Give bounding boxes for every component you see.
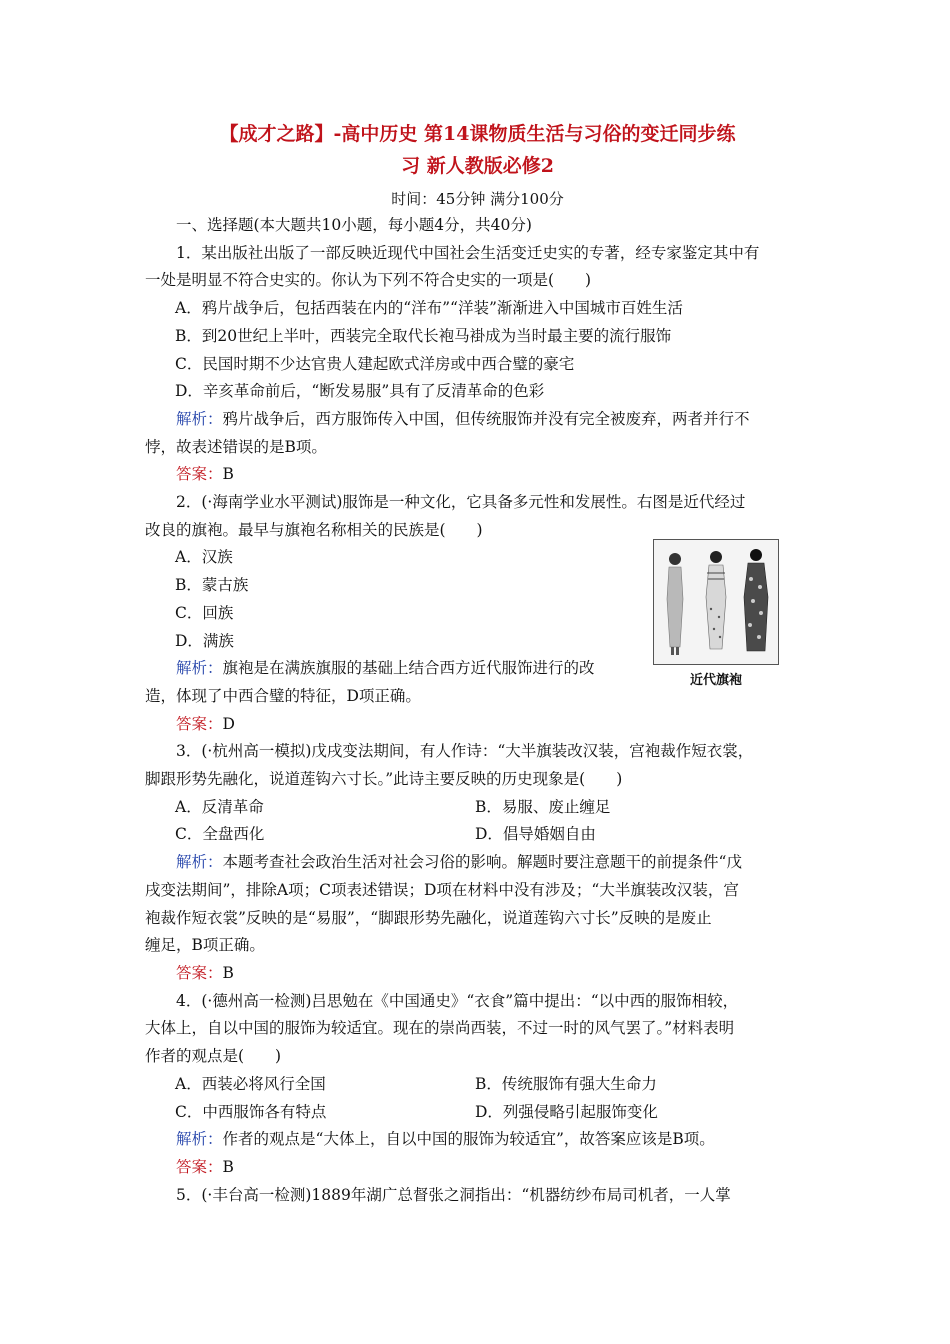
- title-line-2: 习 新人教版必修2: [401, 155, 554, 177]
- qipao-image: [653, 539, 779, 665]
- q1-explanation-line2: 悖，故表述错误的是B项。: [145, 437, 327, 456]
- q2-option-d: D．满族: [175, 631, 234, 650]
- q4-options-row1: [145, 1071, 810, 1099]
- q4-stem-line3: 作者的观点是( ): [145, 1047, 282, 1066]
- q2-explanation-line2: 造，体现了中西合璧的特征，D项正确。: [145, 686, 421, 705]
- title-line-1: 【成才之路】-高中历史 第14课物质生活与习俗的变迁同步练: [219, 123, 736, 145]
- q4-option-c: C．中西服饰各有特点: [175, 1102, 327, 1121]
- q2-option-c: C．回族: [175, 603, 234, 622]
- answer-label: 答案：: [176, 963, 223, 982]
- q3-stem-line2: 脚跟形势先融化，说道莲钩六寸长。”此诗主要反映的历史现象是( ): [145, 770, 623, 789]
- q3-option-d: D．倡导婚姻自由: [475, 825, 596, 844]
- qipao-figure-2: [706, 551, 726, 649]
- q1-answer: 答案：B: [176, 465, 234, 484]
- q2-option-b: B．蒙古族: [175, 576, 249, 595]
- q3-answer: 答案：B: [176, 963, 234, 982]
- answer-label: 答案：: [176, 714, 223, 733]
- q1-option-b: B．到20世纪上半叶，西装完全取代长袍马褂成为当时最主要的流行服饰: [175, 326, 672, 345]
- explanation-label: 解析：: [176, 409, 223, 428]
- q2-answer: 答案：D: [176, 714, 235, 733]
- q1-explanation: 解析：鸦片战争后，西方服饰传入中国，但传统服饰并没有完全被废弃，两者并行不: [176, 409, 750, 428]
- q4-option-a: A．西装必将风行全国: [175, 1074, 326, 1093]
- q3-option-c: C．全盘西化: [175, 825, 265, 844]
- q1-option-d: D．辛亥革命前后，“断发易服”具有了反清革命的色彩: [175, 382, 545, 401]
- q4-stem-line1: 4．(·德州高一检测)吕思勉在《中国通史》“衣食”篇中提出：“以中西的服饰相较，: [176, 991, 739, 1010]
- q1-stem-line1: 1．某出版社出版了一部反映近现代中国社会生活变迁史实的专著，经专家鉴定其中有: [176, 243, 760, 262]
- q3-explanation-line3: 袍裁作短衣裳”反映的是“易服”，“脚跟形势先融化，说道莲钩六寸长”反映的是废止: [145, 908, 712, 927]
- q3-options-row2: [145, 821, 810, 849]
- q1-option-a: A．鸦片战争后，包括西装在内的“洋布”“洋装”渐渐进入中国城市百姓生活: [175, 299, 683, 318]
- q2-option-a: A．汉族: [175, 548, 233, 567]
- answer-label: 答案：: [176, 1157, 223, 1176]
- q3-explanation-line2: 戌变法期间”，排除A项；C项表述错误；D项在材料中没有涉及；“大半旗装改汉装，宫: [145, 880, 739, 899]
- document-page: [145, 118, 810, 1209]
- q1-stem-line2: 一处是明显不符合史实的。你认为下列不符合史实的一项是( ): [145, 271, 592, 290]
- q4-answer: 答案：B: [176, 1157, 234, 1176]
- q3-explanation: 解析：本题考查社会政治生活对社会习俗的影响。解题时要注意题干的前提条件“戊: [176, 853, 742, 872]
- q4-option-d: D．列强侵略引起服饰变化: [475, 1102, 658, 1121]
- q2-stem-line2: 改良的旗袍。最早与旗袍名称相关的民族是( ): [145, 520, 483, 539]
- q2-explanation: 解析：旗袍是在满族旗服的基础上结合西方近代服饰进行的改: [176, 659, 595, 678]
- q3-option-a: A．反清革命: [175, 797, 264, 816]
- qipao-figure: [651, 539, 781, 688]
- time-and-score: 时间：45分钟 满分100分: [391, 190, 564, 208]
- answer-label: 答案：: [176, 465, 223, 484]
- explanation-label: 解析：: [176, 853, 223, 872]
- q4-option-b: B．传统服饰有强大生命力: [475, 1074, 657, 1093]
- explanation-label: 解析：: [176, 1130, 223, 1149]
- q5-stem-line1: 5．(·丰台高一检测)1889年湖广总督张之洞指出：“机器纺纱布局司机者，一人掌: [176, 1185, 731, 1204]
- q2-stem-line1: 2．(·海南学业水平测试)服饰是一种文化，它具备多元性和发展性。右图是近代经过: [176, 493, 746, 512]
- q4-stem-line2: 大体上，自以中国的服饰为较适宜。现在的崇尚西装，不过一时的风气罢了。”材料表明: [145, 1019, 735, 1038]
- q4-options-row2: [145, 1099, 810, 1127]
- q3-explanation-line4: 缠足，B项正确。: [145, 936, 265, 955]
- qipao-figure-3: [744, 549, 768, 651]
- section-heading: 一、选择题(本大题共10小题，每小题4分，共40分): [176, 216, 532, 234]
- q1-option-c: C．民国时期不少达官贵人建起欧式洋房或中西合璧的豪宅: [175, 354, 575, 373]
- q3-stem-line1: 3．(·杭州高一模拟)戊戌变法期间，有人作诗：“大半旗装改汉装，宫袍裁作短衣裳，: [176, 742, 754, 761]
- qipao-figure-1: [667, 553, 683, 655]
- explanation-label: 解析：: [176, 659, 223, 678]
- q4-explanation: 解析：作者的观点是“大体上，自以中国的服饰为较适宜”，故答案应该是B项。: [176, 1130, 715, 1149]
- document-title: [145, 118, 810, 182]
- figure-caption: 近代旗袍: [689, 673, 742, 688]
- q3-option-b: B．易服、废止缠足: [475, 797, 611, 816]
- q3-options-row1: [145, 794, 810, 822]
